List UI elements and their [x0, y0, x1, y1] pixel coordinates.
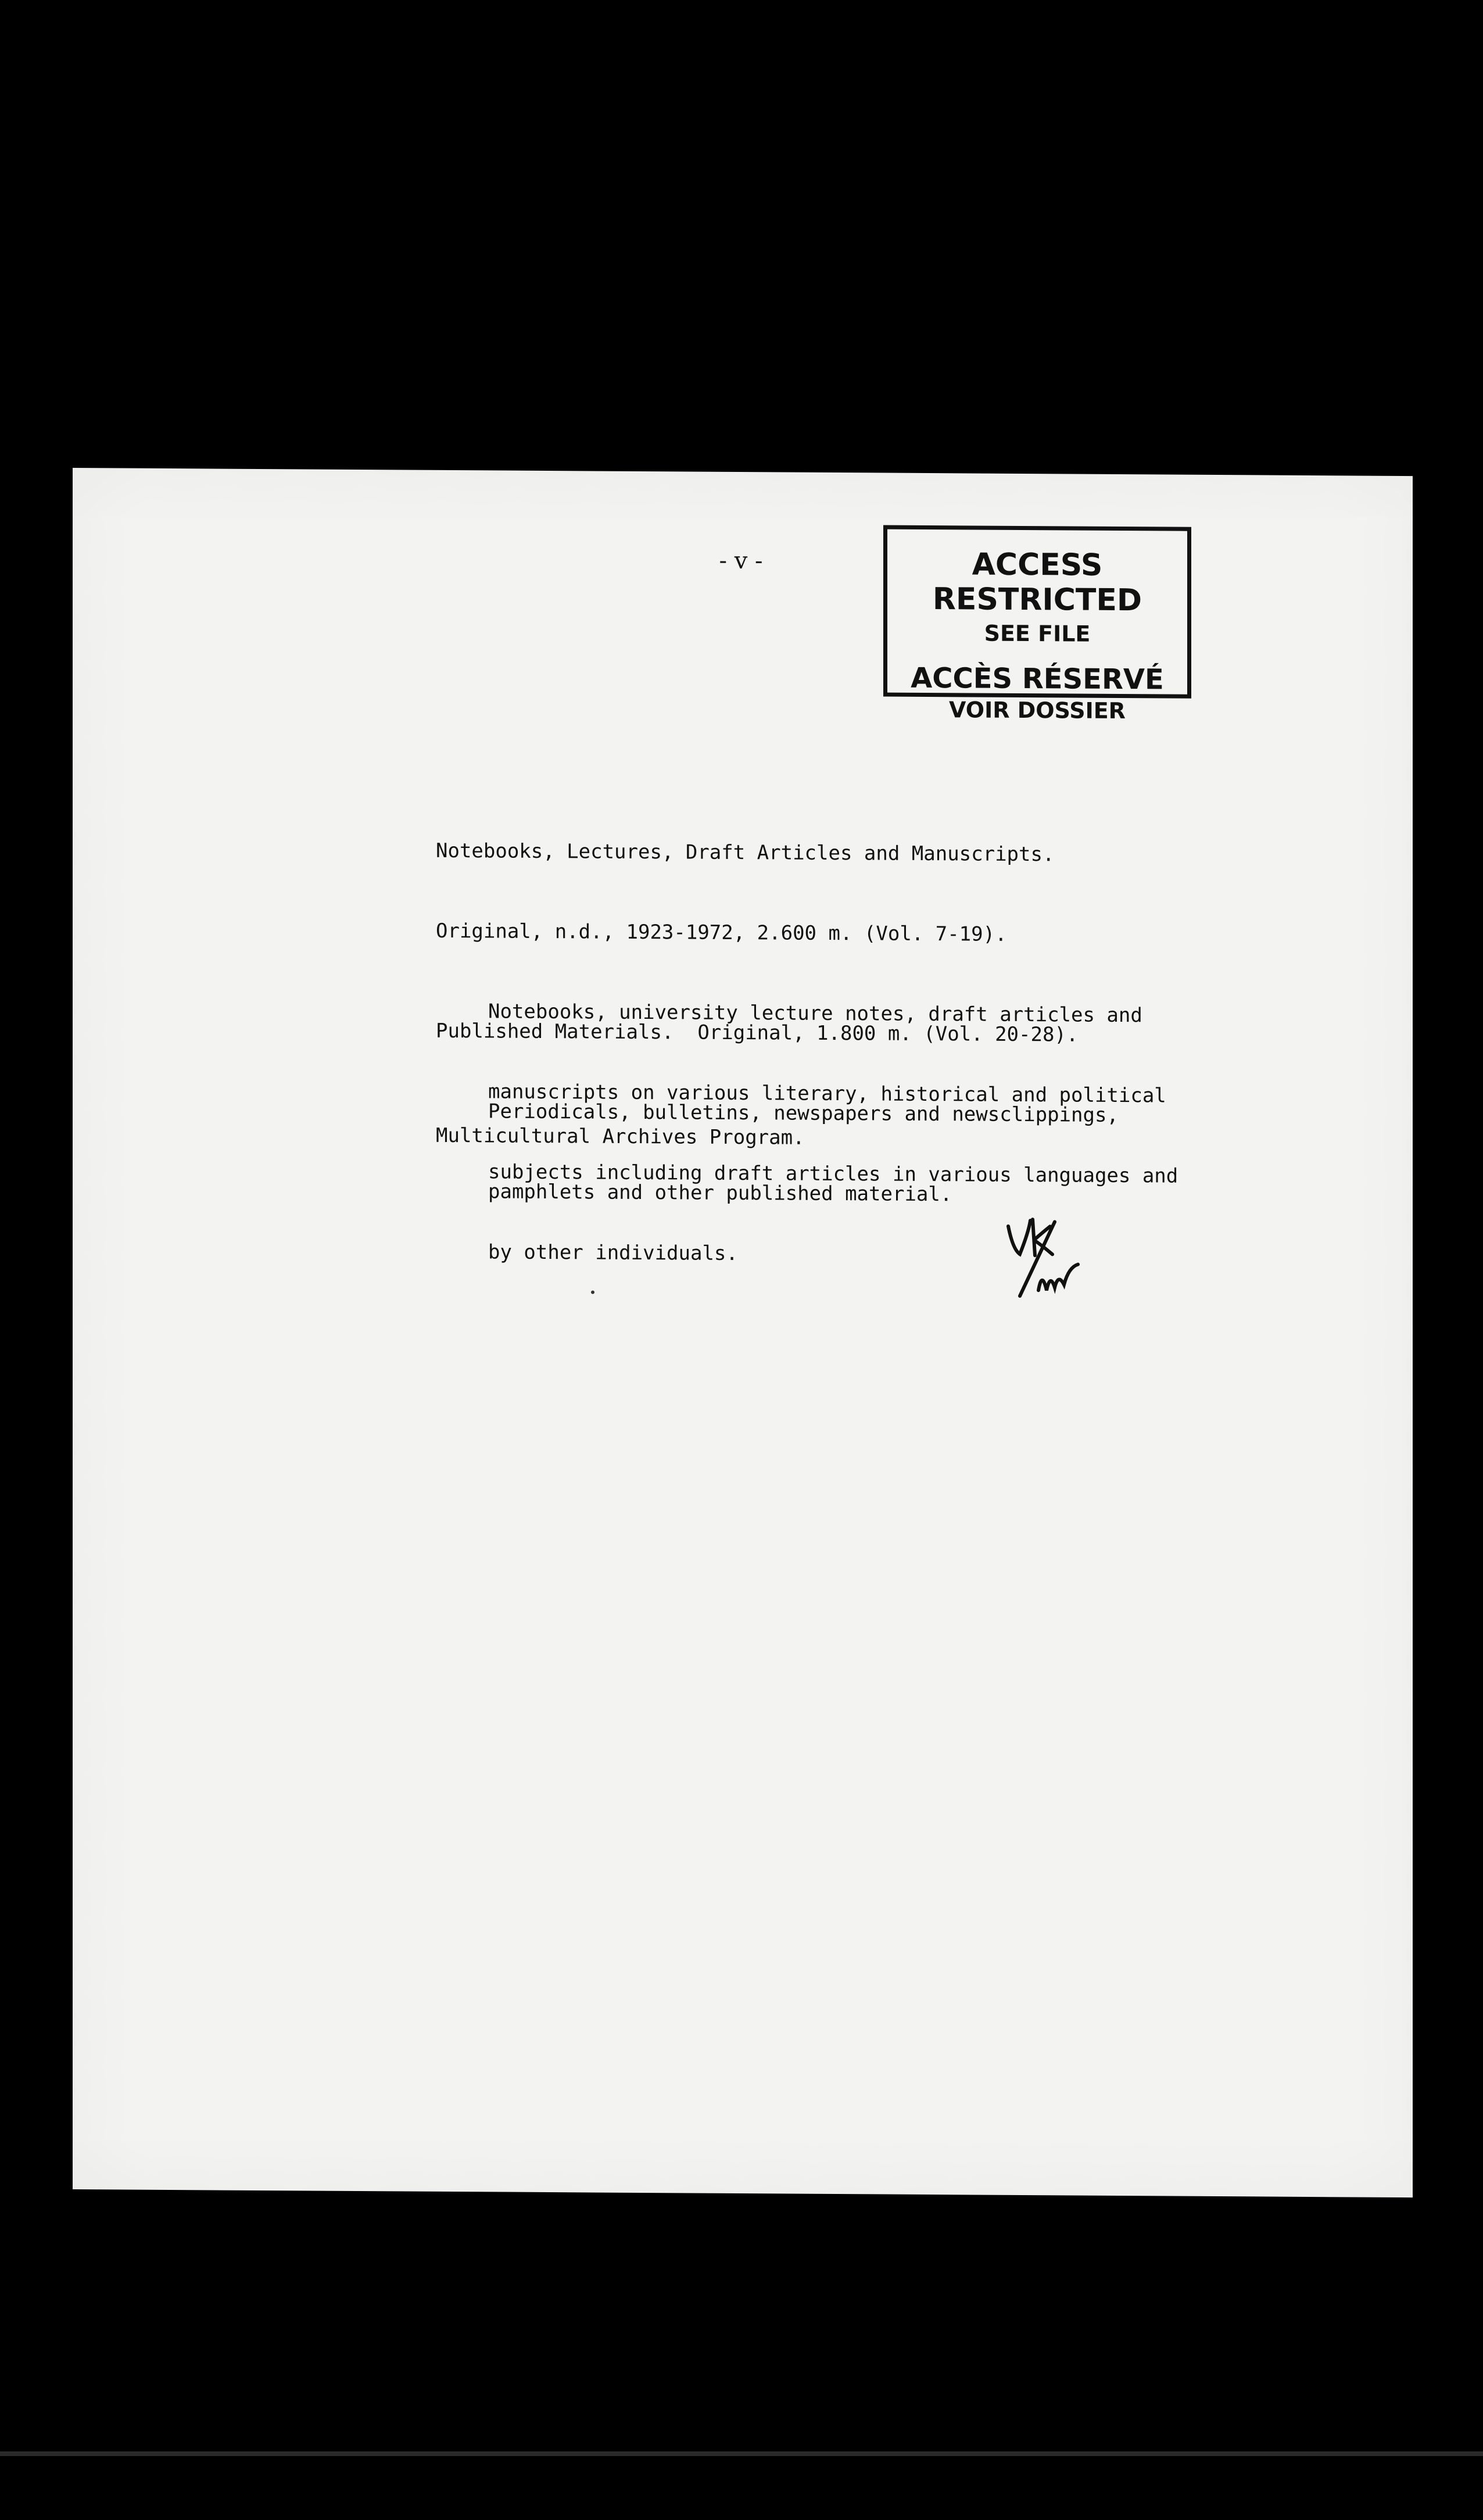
entry-extent: Original, n.d., 1923-1972, 2.600 m. (Vol. 7-19).	[436, 919, 1007, 946]
handwritten-initials-signature	[997, 1209, 1113, 1326]
paper-speck	[591, 1290, 594, 1294]
entry-heading: Notebooks, Lectures, Draft Articles and Manuscripts.	[436, 839, 1055, 867]
stamp-line-access-restricted: ACCESS RESTRICTED	[932, 547, 1142, 618]
stamp-line-acces-reserve: ACCÈS RÉSERVÉ	[911, 661, 1164, 696]
stamp-line-see-file: SEE FILE	[984, 620, 1091, 647]
entry-description-line: manuscripts on various literary, historical and political	[488, 1080, 1166, 1108]
entry-description-line: Notebooks, university lecture notes, draft articles and	[488, 1000, 1142, 1028]
entry-program	[436, 1069, 805, 1205]
scan-edge-strip	[0, 2451, 1483, 2456]
page-number: - v -	[719, 547, 763, 575]
program-name: Multicultural Archives Program.	[436, 1123, 805, 1150]
access-restricted-stamp	[883, 525, 1191, 724]
entry-description-line: Periodicals, bulletins, newspapers and newsclippings,	[488, 1100, 1119, 1127]
stamp-line-voir-dossier: VOIR DOSSIER	[949, 697, 1126, 724]
entry-description-line: by other individuals.	[488, 1240, 738, 1265]
entry-description-line: pamphlets and other published material.	[488, 1180, 952, 1207]
entry-description-line: subjects including draft articles in various languages and	[488, 1160, 1178, 1188]
entry-heading: Published Materials. Original, 1.800 m. (Vol. 20-28).	[436, 1019, 1079, 1047]
document-page	[73, 468, 1413, 2197]
